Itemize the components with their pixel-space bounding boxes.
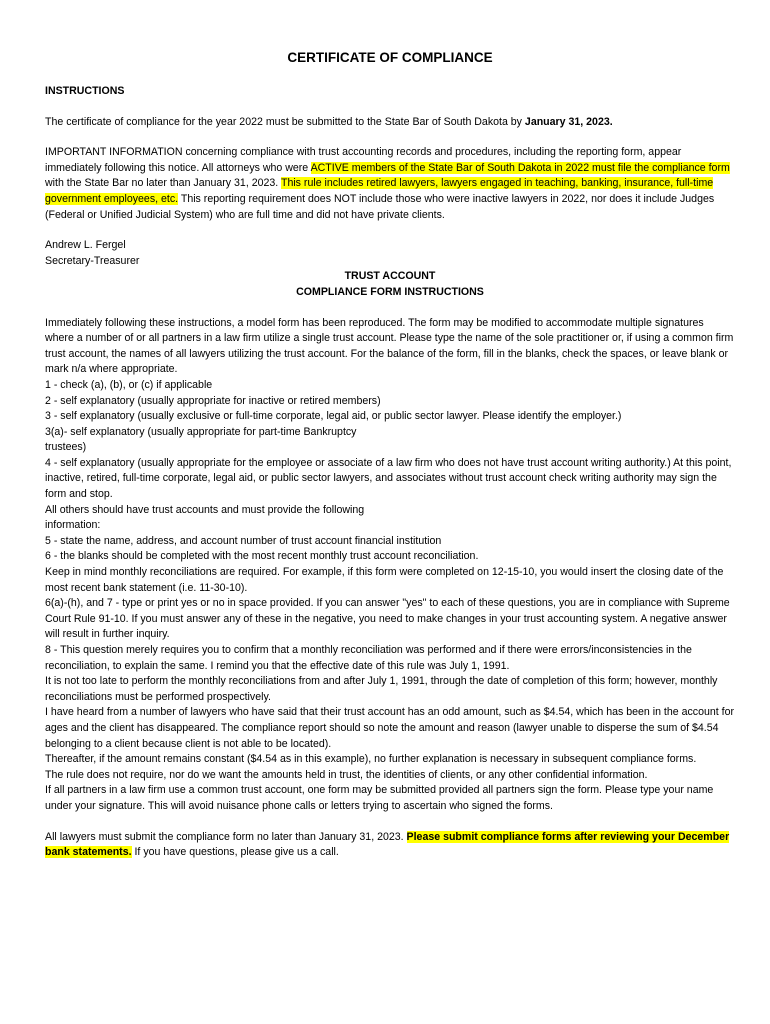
important-part2: with the State Bar no later than January 31, 2023. [45,177,281,190]
body-line: 6(a)-(h), and 7 - type or print yes or no in space provided. If you can answer "yes" to each of these questions, you are in compliance with Supreme Court Rule 91-10. If you must answer any of these in the negative, you need to make changes in your trust accounting system. A negative answer will result in further inquiry. [45,597,730,641]
body-line: information: [45,519,101,532]
closing-part2: If you have questions, please give us a call. [131,846,339,859]
important-highlight-active-members: ACTIVE members of the State Bar of South Dakota in 2022 must file the compliance form [310,161,730,174]
intro-paragraph [45,115,735,131]
document-page [45,48,735,861]
body-line: Thereafter, if the amount remains constant ($4.54 as in this example), no further explanation is necessary in subsequent compliance forms. [45,753,697,766]
trust-account-heading: TRUST ACCOUNT [344,270,436,283]
body-line: Keep in mind monthly reconciliations are required. For example, if this form were completed on 12-15-10, you would insert the closing date of the most recent bank statement (i.e. 11-30-10). [45,566,724,594]
body-line: 3(a)- self explanatory (usually appropriate for part-time Bankruptcy [45,425,357,438]
body-line: Immediately following these instructions, a model form has been reproduced. The form may be modified to accommodate multiple signatures where a number of or all partners in a law firm utilize a single trust account. Please type the name of the sole practitioner or, if using a common firm trust account, the names of all lawyers utilizing the trust account. For the balance of the form, fill in the blanks, check the spaces, or leave blank or mark n/a where appropriate. [45,316,734,376]
body-line: 3 - self explanatory (usually exclusive or full-time corporate, legal aid, or public sector lawyer. Please identify the employer.) [45,410,622,423]
closing-highlight: Please submit compliance forms after reviewing your December bank statements. [45,830,730,859]
instructions-heading: INSTRUCTIONS [45,85,125,97]
body-line: 5 - state the name, address, and account number of trust account financial institution [45,534,442,547]
body-line: All others should have trust accounts and must provide the following [45,503,365,516]
body-line: 6 - the blanks should be completed with the most recent monthly trust account reconciliation. [45,550,479,563]
important-highlight-retired: This rule includes retired lawyers, lawyers engaged in teaching, banking, insurance, full-time government employees, etc. [45,177,714,205]
signature-name: Andrew L. Fergel [45,239,126,252]
intro-text: The certificate of compliance for the year 2022 must be submitted to the State Bar of South Dakota by [45,115,525,128]
compliance-form-instructions-heading: COMPLIANCE FORM INSTRUCTIONS [296,285,484,298]
important-part3: This reporting requirement does NOT include those who were inactive lawyers in 2022, nor does it include Judges (Federal or Unified Judicial System) who are full time and did not have private clients. [45,192,715,221]
body-line: trustees) [45,441,87,454]
intro-deadline: January 31, 2023. [524,115,613,128]
document-title: CERTIFICATE OF COMPLIANCE [287,50,493,65]
body-line: 2 - self explanatory (usually appropriate for inactive or retired members) [45,394,381,407]
instructions-body [45,316,735,815]
body-line: 4 - self explanatory (usually appropriate for the employee or associate of a law firm who does not have trust account writing authority.) At this point, inactive, retired, full-time corporate, legal aid, or public sector lawyers, and associates without trust account check writing authority may sign the form and stop. [45,456,732,501]
signature-role: Secretary-Treasurer [45,254,140,267]
body-line: It is not too late to perform the monthly reconciliations from and after July 1, 1991, through the date of completion of this form; however, monthly reconciliations must be performed prospectively. [45,675,718,703]
closing-paragraph [45,830,735,861]
important-part1: IMPORTANT INFORMATION concerning compliance with trust accounting records and procedures, including the reporting form, appear immediately following this notice. All attorneys who were [45,146,682,174]
closing-part1: All lawyers must submit the compliance form no later than January 31, 2023. [45,830,407,843]
body-line: 8 - This question merely requires you to confirm that a monthly reconciliation was performed and if there were errors/inconsistencies in the reconciliation, to explain the same. I remind you that the effective date of this rule was July 1, 1991. [45,644,692,672]
body-line: I have heard from a number of lawyers who have said that their trust account has an odd amount, such as $4.54, which has been in the account for ages and the client has disappeared. The compliance report should so note the amount and reason (lawyer unable to disperse the sum of $4.54 belonging to a client because client is not able to be located). [45,706,734,750]
important-paragraph [45,145,735,223]
body-line: The rule does not require, nor do we want the amounts held in trust, the identities of clients, or any other confidential information. [45,768,648,781]
body-line: If all partners in a law firm use a common trust account, one form may be submitted provided all partners sign the form. Please type your name under your signature. This will avoid nuisance phone calls or letters trying to ascertain who signed the forms. [45,784,714,812]
body-line: 1 - check (a), (b), or (c) if applicable [45,378,213,391]
